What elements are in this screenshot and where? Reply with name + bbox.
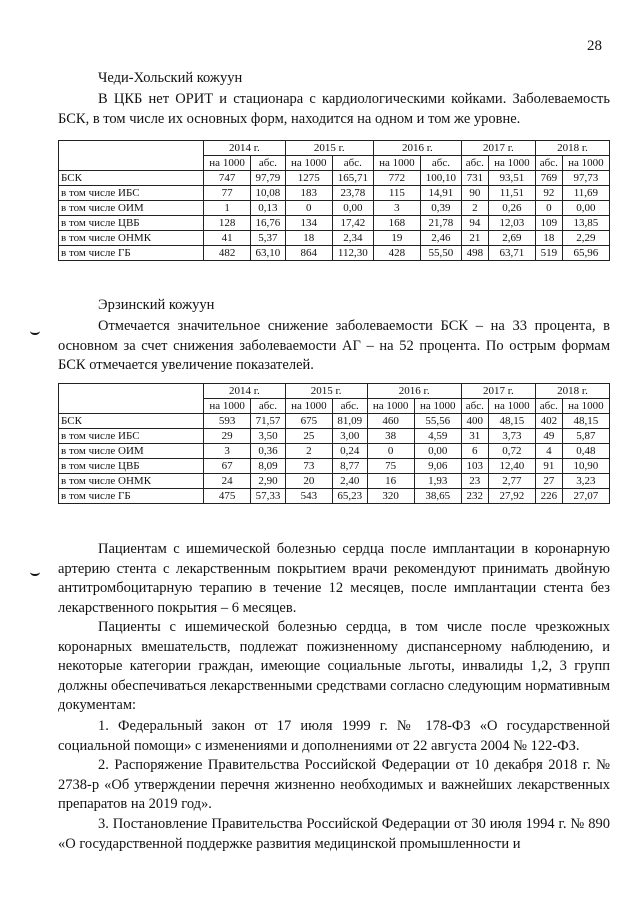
table-cell: 55,50 (420, 246, 461, 261)
table-row (59, 186, 610, 201)
table-cell: 5,37 (251, 231, 286, 246)
table-cell: 2,77 (488, 474, 535, 489)
table-cell: 4 (535, 444, 562, 459)
table-cell: 90 (461, 186, 488, 201)
table-cell: 94 (461, 216, 488, 231)
table-cell: 400 (461, 414, 488, 429)
table-cell: 226 (535, 489, 562, 504)
table-cell: 2,90 (251, 474, 286, 489)
margin-mark (30, 568, 40, 576)
table-cell: 165,71 (332, 171, 373, 186)
table-cell: 16 (367, 474, 414, 489)
row-label: в том числе ЦВБ (59, 216, 204, 231)
table-cell: 1,93 (414, 474, 461, 489)
table-cell: 93,51 (488, 171, 535, 186)
table-cell: 38 (367, 429, 414, 444)
table-cell: 77 (204, 186, 251, 201)
table-cell: 3 (204, 444, 251, 459)
section-title-chedi-khol: Чеди-Хольский кожуун (98, 70, 243, 86)
table-cell: 13,85 (562, 216, 609, 231)
header-corner (59, 141, 204, 171)
table-cell: 12,03 (488, 216, 535, 231)
table-cell: 11,69 (562, 186, 609, 201)
table-cell: 2,69 (488, 231, 535, 246)
table-cell: 0,48 (562, 444, 609, 459)
table-cell: 460 (367, 414, 414, 429)
table-row (59, 459, 610, 474)
sub-header: на 1000 (562, 399, 609, 414)
year-header: 2015 г. (285, 384, 367, 399)
table-cell: 97,73 (562, 171, 609, 186)
table-cell: 63,71 (488, 246, 535, 261)
table-cell: 731 (461, 171, 488, 186)
table-cell: 67 (204, 459, 251, 474)
table-row (59, 414, 610, 429)
table-cell: 97,79 (251, 171, 286, 186)
table-cell: 31 (461, 429, 488, 444)
table-cell: 29 (204, 429, 251, 444)
sub-header: абс. (535, 156, 562, 171)
year-header: 2014 г. (204, 141, 286, 156)
table-cell: 543 (285, 489, 332, 504)
table-cell: 2,46 (420, 231, 461, 246)
table-year-row (59, 141, 610, 156)
table-cell: 65,96 (562, 246, 609, 261)
table-cell: 23 (461, 474, 488, 489)
table-cell: 134 (285, 216, 332, 231)
table-cell: 864 (285, 246, 332, 261)
table-cell: 103 (461, 459, 488, 474)
table-cell: 27 (535, 474, 562, 489)
row-label: в том числе ОНМК (59, 474, 204, 489)
table-cell: 772 (373, 171, 420, 186)
table-cell: 3 (373, 201, 420, 216)
section-text-chedi-khol: В ЦКБ нет ОРИТ и стационара с кардиологическими койками. Заболеваемость БСК, в том числе их основных форм, находится на одном и том же уровне. (58, 91, 610, 127)
table-cell: 475 (204, 489, 251, 504)
table-cell: 519 (535, 246, 562, 261)
table-row (59, 171, 610, 186)
table-cell: 63,10 (251, 246, 286, 261)
row-label: в том числе ОИМ (59, 444, 204, 459)
table-cell: 0,00 (562, 201, 609, 216)
sub-header: на 1000 (562, 156, 609, 171)
body-paragraph: 2. Распоряжение Правительства Российской Федерации от 10 декабря 2018 г. № 2738-р «Об утверждении перечня жизненно необходимых и важнейших лекарственных препаратов на 2019 год». (58, 757, 610, 812)
table-cell: 65,23 (332, 489, 367, 504)
page-number: 28 (587, 38, 602, 54)
header-corner (59, 384, 204, 414)
table-row (59, 231, 610, 246)
table-cell: 4,59 (414, 429, 461, 444)
table-cell: 109 (535, 216, 562, 231)
table-cell: 81,09 (332, 414, 367, 429)
row-label: в том числе ГБ (59, 489, 204, 504)
sub-header: абс. (535, 399, 562, 414)
table-cell: 0,72 (488, 444, 535, 459)
table-cell: 49 (535, 429, 562, 444)
table-cell: 115 (373, 186, 420, 201)
table-cell: 2,34 (332, 231, 373, 246)
sub-header: на 1000 (488, 156, 535, 171)
table-cell: 0,00 (332, 201, 373, 216)
table-cell: 593 (204, 414, 251, 429)
body-paragraph: 3. Постановление Правительства Российской Федерации от 30 июля 1994 г. № 890 «О государственной поддержке развития медицинской промышленности и (58, 816, 610, 852)
table-cell: 25 (285, 429, 332, 444)
table-cell: 71,57 (251, 414, 286, 429)
sub-header: на 1000 (204, 156, 251, 171)
table-cell: 21 (461, 231, 488, 246)
table-cell: 1 (204, 201, 251, 216)
table-cell: 2,40 (332, 474, 367, 489)
table-cell: 0 (285, 201, 332, 216)
sub-header: абс. (251, 156, 286, 171)
table-cell: 10,90 (562, 459, 609, 474)
row-label: в том числе ИБС (59, 186, 204, 201)
table-cell: 675 (285, 414, 332, 429)
table-cell: 48,15 (488, 414, 535, 429)
table-cell: 402 (535, 414, 562, 429)
table-cell: 27,92 (488, 489, 535, 504)
table-cell: 112,30 (332, 246, 373, 261)
table-cell: 24 (204, 474, 251, 489)
sub-header: абс. (420, 156, 461, 171)
table-row (59, 444, 610, 459)
sub-header: абс. (461, 399, 488, 414)
section-title-erzin: Эрзинский кожуун (98, 297, 215, 313)
table-cell: 19 (373, 231, 420, 246)
table-cell: 41 (204, 231, 251, 246)
sub-header: на 1000 (414, 399, 461, 414)
table-cell: 232 (461, 489, 488, 504)
table-cell: 0,26 (488, 201, 535, 216)
table-cell: 428 (373, 246, 420, 261)
table-erzin (58, 383, 610, 504)
table-cell: 11,51 (488, 186, 535, 201)
table-cell: 498 (461, 246, 488, 261)
sub-header: абс. (461, 156, 488, 171)
section-text-erzin: Отмечается значительное снижение заболеваемости БСК – на 33 процента, в основном за счет снижения заболеваемости АГ – на 52 процента. По острым формам БСК отмечается увеличение показателей. (58, 318, 610, 373)
table-cell: 320 (367, 489, 414, 504)
year-header: 2017 г. (461, 384, 535, 399)
table-cell: 20 (285, 474, 332, 489)
table-cell: 48,15 (562, 414, 609, 429)
table-cell: 57,33 (251, 489, 286, 504)
sub-header: на 1000 (373, 156, 420, 171)
table-cell: 27,07 (562, 489, 609, 504)
table-cell: 2,29 (562, 231, 609, 246)
table-cell: 21,78 (420, 216, 461, 231)
table-cell: 128 (204, 216, 251, 231)
table-cell: 0 (535, 201, 562, 216)
table-cell: 18 (285, 231, 332, 246)
table-row (59, 216, 610, 231)
sub-header: абс. (332, 399, 367, 414)
table-row (59, 429, 610, 444)
table-cell: 3,50 (251, 429, 286, 444)
year-header: 2018 г. (535, 384, 609, 399)
sub-header: абс. (251, 399, 286, 414)
table-cell: 9,06 (414, 459, 461, 474)
year-header: 2016 г. (367, 384, 461, 399)
table-cell: 10,08 (251, 186, 286, 201)
sub-header: на 1000 (488, 399, 535, 414)
table-cell: 6 (461, 444, 488, 459)
table-cell: 75 (367, 459, 414, 474)
table-cell: 482 (204, 246, 251, 261)
sub-header: на 1000 (285, 399, 332, 414)
table-cell: 3,73 (488, 429, 535, 444)
year-header: 2014 г. (204, 384, 286, 399)
table-cell: 17,42 (332, 216, 373, 231)
year-header: 2018 г. (535, 141, 609, 156)
table-cell: 1275 (285, 171, 332, 186)
margin-mark (30, 327, 40, 335)
table-cell: 23,78 (332, 186, 373, 201)
row-label: в том числе ОИМ (59, 201, 204, 216)
body-paragraph: Пациентам с ишемической болезнью сердца после имплантации в коронарную артерию стента с лекарственным покрытием врачи рекомендуют принимать двойную антитромбоцитарную терапию в течение 12 месяцев, после имплантации стента без лекарственного покрытия – 6 месяцев. (58, 541, 610, 616)
table-cell: 3,23 (562, 474, 609, 489)
body-paragraph: 1. Федеральный закон от 17 июля 1999 г. № 178-ФЗ «О государственной социальной помощи» с изменениями и дополнениями от 22 августа 2004 № 122-ФЗ. (58, 718, 610, 754)
table-year-row (59, 384, 610, 399)
table-cell: 0,24 (332, 444, 367, 459)
year-header: 2017 г. (461, 141, 535, 156)
table-cell: 769 (535, 171, 562, 186)
table-cell: 14,91 (420, 186, 461, 201)
table-body (59, 414, 610, 504)
table-cell: 38,65 (414, 489, 461, 504)
table-cell: 0,00 (414, 444, 461, 459)
table-cell: 91 (535, 459, 562, 474)
table-cell: 2 (461, 201, 488, 216)
table-cell: 0,39 (420, 201, 461, 216)
table-row (59, 474, 610, 489)
table-cell: 168 (373, 216, 420, 231)
table-cell: 55,56 (414, 414, 461, 429)
table-cell: 5,87 (562, 429, 609, 444)
table-row (59, 246, 610, 261)
table-cell: 0,36 (251, 444, 286, 459)
table-cell: 0 (367, 444, 414, 459)
table-cell: 8,09 (251, 459, 286, 474)
row-label: БСК (59, 414, 204, 429)
table-row (59, 201, 610, 216)
row-label: в том числе ГБ (59, 246, 204, 261)
table-row (59, 489, 610, 504)
sub-header: на 1000 (367, 399, 414, 414)
sub-header: на 1000 (285, 156, 332, 171)
table-cell: 183 (285, 186, 332, 201)
table-cell: 73 (285, 459, 332, 474)
year-header: 2015 г. (285, 141, 373, 156)
table-cell: 2 (285, 444, 332, 459)
table-cell: 92 (535, 186, 562, 201)
table-cell: 747 (204, 171, 251, 186)
row-label: в том числе ИБС (59, 429, 204, 444)
table-cell: 100,10 (420, 171, 461, 186)
year-header: 2016 г. (373, 141, 461, 156)
row-label: в том числе ОНМК (59, 231, 204, 246)
table-cell: 16,76 (251, 216, 286, 231)
sub-header: абс. (332, 156, 373, 171)
table-cell: 0,13 (251, 201, 286, 216)
row-label: в том числе ЦВБ (59, 459, 204, 474)
row-label: БСК (59, 171, 204, 186)
table-cell: 3,00 (332, 429, 367, 444)
table-body (59, 171, 610, 261)
table-cell: 8,77 (332, 459, 367, 474)
sub-header: на 1000 (204, 399, 251, 414)
table-cell: 12,40 (488, 459, 535, 474)
body-paragraph: Пациенты с ишемической болезнью сердца, в том числе после чрезкожных коронарных вмешательств, подлежат пожизненному диспансерному наблюдению, и некоторые категории граждан, имеющие социальные льготы, инвалиды 1,2, 3 групп должны обеспечиваться лекарственными средствами согласно следующим нормативным документам: (58, 619, 610, 713)
table-cell: 18 (535, 231, 562, 246)
table-chedi-khol (58, 140, 610, 261)
